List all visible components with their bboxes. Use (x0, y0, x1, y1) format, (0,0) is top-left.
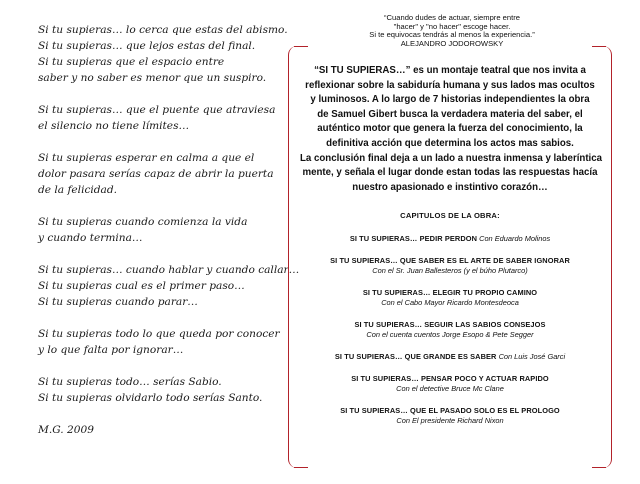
poem-line: Si tu supieras todo lo que queda por conocer (38, 328, 280, 340)
poem-stanza-5 (38, 262, 298, 310)
poem-line: y cuando termina… (38, 232, 143, 244)
chapters-heading: CAPITULOS DE LA OBRA: (400, 211, 500, 221)
poem (38, 22, 298, 438)
intro-line: mente, y señala el lugar donde estan todas las respuestas hacía (302, 167, 598, 179)
chapter-2 (300, 256, 600, 276)
poem-line: dolor pasara serías capaz de abrir la puerta (38, 168, 274, 180)
quote-author: ALEJANDRO JODOROWSKY (400, 38, 504, 48)
frame-cap-top-left (294, 46, 308, 47)
chapter-cast: Con el Sr. Juan Ballesteros (y el búho Plutarco) (372, 266, 528, 276)
play-description (300, 64, 603, 426)
poem-signature: M.G. 2009 (38, 424, 94, 436)
quote-line: "hacer" y "no hacer" escoge hacer. (393, 21, 511, 31)
poem-line: Si tu supieras… que el puente que atraviesa (38, 104, 276, 116)
poem-line: Si tu supieras… cuando hablar y cuando callar… (38, 264, 300, 276)
chapter-cast: Con El presidente Richard Nixon (396, 416, 504, 426)
quote-line: “Cuando dudes de actuar, siempre entre (384, 13, 520, 22)
poem-stanza-6 (38, 326, 298, 358)
chapter-cast: Con el Cabo Mayor Ricardo Montesdeoca (381, 298, 519, 308)
poem-line: Si tu supieras cual es el primer paso… (38, 280, 245, 292)
chapter-5 (300, 352, 600, 362)
frame-cap-bottom-right (592, 467, 606, 468)
poem-stanza-1 (38, 22, 298, 86)
epigraph-quote (330, 14, 574, 48)
chapter-cast: Con el cuenta cuentos Jorge Esopo & Pete Segger (366, 330, 534, 340)
chapter-title: SI TU SUPIERAS… QUE GRANDE ES SABER (334, 352, 497, 362)
intro-line: nuestro apasionado e instintivo corazón… (352, 181, 548, 193)
intro-line: “SI TU SUPIERAS…” es un montaje teatral que nos invita a (314, 65, 586, 76)
chapter-4 (300, 320, 600, 340)
chapter-row (300, 352, 600, 362)
intro-line: definitiva acción que determina los actos mas sabios. (326, 137, 574, 149)
poem-stanza-3 (38, 150, 298, 198)
chapter-3 (300, 288, 600, 308)
intro-line: La conclusión final deja a un lado a nuestra inmensa y laberíntica (300, 152, 603, 164)
poem-line: Si tu supieras todo… serías Sabio. (38, 376, 222, 388)
poem-line: saber y no saber es menor que un suspiro. (38, 72, 267, 84)
poem-stanza-4 (38, 214, 298, 246)
poem-line: Si tu supieras que el espacio entre (38, 56, 225, 68)
frame-cap-top-right (592, 46, 606, 47)
chapter-1 (300, 234, 600, 244)
intro-line: reflexionar sobre la sabiduría humana y sus lados mas ocultos (305, 79, 595, 91)
chapter-7 (300, 406, 600, 426)
chapter-title: SI TU SUPIERAS… QUE EL PASADO SOLO ES EL PROLOGO (340, 406, 560, 416)
intro-paragraph (300, 64, 603, 195)
chapter-title: SI TU SUPIERAS… ELEGIR TU PROPIO CAMINO (362, 288, 538, 298)
intro-line: auténtico motor que genera la fuerza del conocimiento, la (317, 123, 583, 135)
quote-line: Si te equivocas tendrás al menos la experiencia.” (369, 30, 535, 40)
chapter-cast: Con Luis José Garci (498, 352, 566, 362)
chapter-cast: Con Eduardo Molinos (479, 234, 551, 244)
chapter-title: SI TU SUPIERAS… SEGUIR LAS SABIOS CONSEJOS (354, 320, 546, 330)
poem-line: Si tu supieras esperar en calma a que el (38, 152, 255, 164)
chapter-row (300, 234, 600, 244)
poem-line: de la felicidad. (38, 184, 118, 196)
poem-line: Si tu supieras cuando comienza la vida (38, 216, 248, 228)
chapter-title: SI TU SUPIERAS… PEDIR PERDON (349, 234, 478, 244)
intro-line: y luminosos. A lo largo de 7 historias independientes la obra (310, 94, 590, 106)
intro-line: de Samuel Gibert busca la verdadera materia del saber, el (317, 108, 583, 120)
poem-line: Si tu supieras… lo cerca que estas del abismo. (38, 24, 288, 36)
poem-stanza-7 (38, 374, 298, 406)
poem-stanza-2 (38, 102, 298, 134)
poem-line: Si tu supieras… que lejos estas del final. (38, 40, 256, 52)
chapter-title: SI TU SUPIERAS… PENSAR POCO Y ACTUAR RAPIDO (351, 374, 549, 384)
chapter-cast: Con el detective Bruce Mc Clane (396, 384, 504, 394)
poem-line: y lo que falta por ignorar… (38, 344, 184, 356)
chapter-title: SI TU SUPIERAS… QUE SABER ES EL ARTE DE SABER IGNORAR (330, 256, 570, 266)
poem-line: el silencio no tiene límites… (38, 120, 190, 132)
poem-line: Si tu supieras olvidarlo todo serías Santo. (38, 392, 263, 404)
chapter-6 (300, 374, 600, 394)
frame-cap-bottom-left (294, 467, 308, 468)
poem-line: Si tu supieras cuando parar… (38, 296, 198, 308)
